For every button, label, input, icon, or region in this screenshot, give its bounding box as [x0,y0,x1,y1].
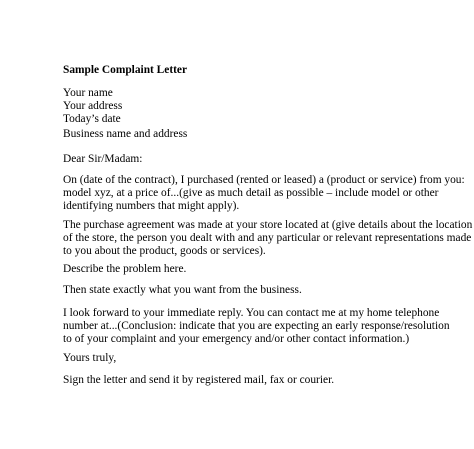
letter-title: Sample Complaint Letter [63,64,188,76]
sender-name: Your name [63,87,113,99]
paragraph-conclusion: I look forward to your immediate reply. You can contact me at my home telephone number at...(Conclusion: indicate that you are expecting an early response/resolution to of your complaint and your emergency and/or other contact information.) [63,307,450,345]
recipient-block [63,128,465,141]
signature-note: Sign the letter and send it by registered mail, fax or courier. [63,374,335,386]
paragraph-purchase: On (date of the contract), I purchased (rented or leased) a (product or service) from you: model xyz, at a price of...(give as much detail as possible – include model or other identifying numbers that might apply). [63,174,465,212]
paragraph-agreement: The purchase agreement was made at your store located at (give details about the location of the store, the person you dealt with and any particular or relevant representations made to you about the product, goods or services). [63,219,473,257]
recipient-address: Business name and address [63,128,188,140]
letter-date: Today’s date [63,113,121,125]
paragraph-problem: Describe the problem here. [63,263,187,275]
sender-block [63,87,465,126]
paragraph-request: Then state exactly what you want from the business. [63,284,302,296]
sender-address: Your address [63,100,123,112]
closing: Yours truly, [63,352,117,364]
salutation: Dear Sir/Madam: [63,153,143,165]
